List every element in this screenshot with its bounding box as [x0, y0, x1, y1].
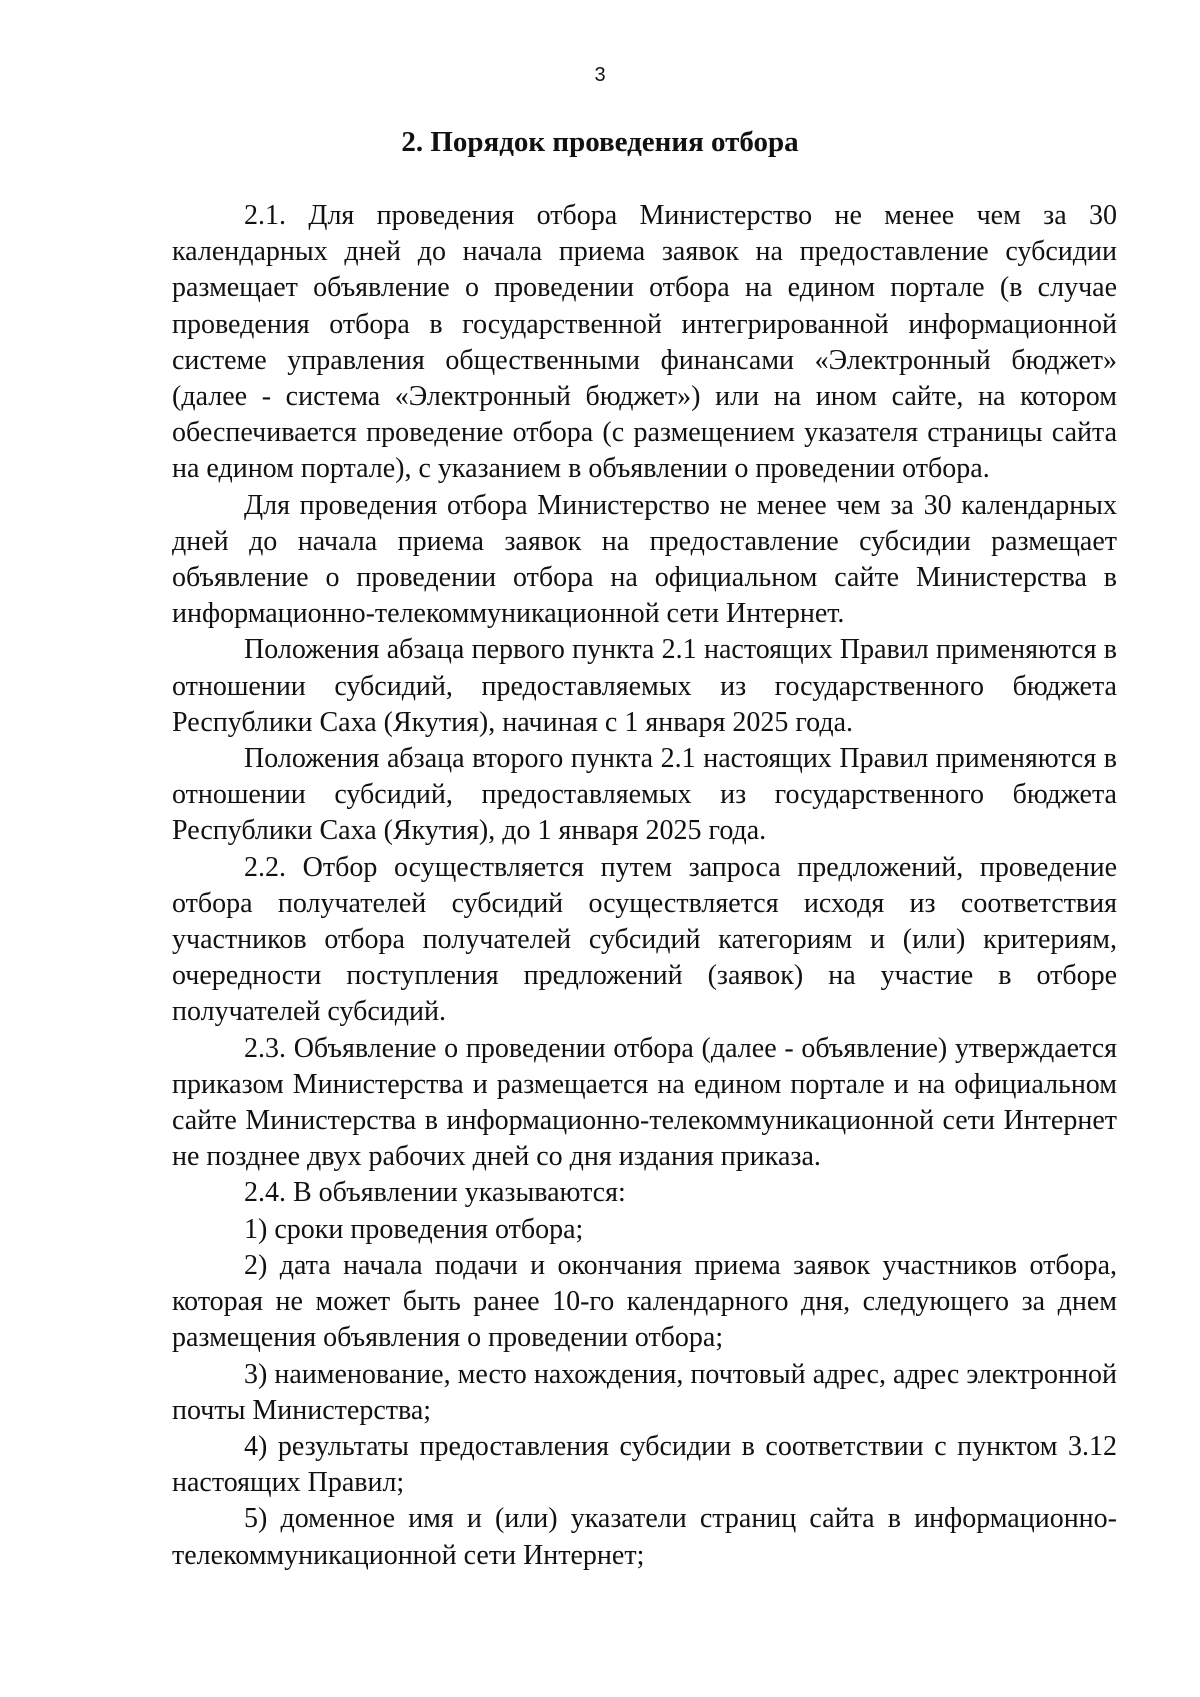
paragraph-2-1-second-provision: Положения абзаца второго пункта 2.1 настоящих Правил применяются в отношении субсидий, предоставляемых из государственного бюджета Республики Саха (Якутия), до 1 января 2025 года. [172, 743, 1117, 847]
list-item-2: 2) дата начала подачи и окончания приема заявок участников отбора, которая не может быть ранее 10-го календарного дня, следующего за днем размещения объявления о проведении отбора; [172, 1249, 1117, 1354]
paragraph-2-1-first-provision: Положения абзаца первого пункта 2.1 настоящих Правил применяются в отношении субсидий, предоставляемых из государственного бюджета Республики Саха (Якутия), начиная с 1 января 2025 года. [172, 634, 1117, 738]
list-item-3: 3) наименование, место нахождения, почтовый адрес, адрес электронной почты Министерства; [172, 1358, 1117, 1426]
list-item-5: 5) доменное имя и (или) указатели страниц сайта в информационно-телекоммуникационной сети Интернет; [172, 1503, 1117, 1571]
section-heading: 2. Порядок проведения отбора [401, 126, 799, 158]
page-number: 3 [594, 64, 606, 86]
paragraph-2-3: 2.3. Объявление о проведении отбора (далее - объявление) утверждается приказом Министерства и размещается на едином портале и на официальном сайте Министерства в информационно-телекоммуникационной сети Интернет не позднее двух рабочих дней со дня издания приказа. [172, 1032, 1117, 1173]
paragraph-2-1-official-site: Для проведения отбора Министерство не менее чем за 30 календарных дней до начала приема заявок на предоставление субсидии размещает объявление о проведении отбора на официальном сайте Министерства в информационно-телекоммуникационной сети Интернет. [172, 489, 1117, 630]
paragraph-2-2: 2.2. Отбор осуществляется путем запроса предложений, проведение отбора получателей субсидий осуществляется исходя из соответствия участников отбора получателей субсидий категориям и (или) критериям, очередности поступления предложений (заявок) на участие в отборе получателей субсидий. [172, 851, 1117, 1028]
paragraph-2-4: 2.4. В объявлении указываются: [244, 1177, 626, 1209]
paragraph-2-1: 2.1. Для проведения отбора Министерство не менее чем за 30 календарных дней до начала приема заявок на предоставление субсидии размещает объявление о проведении отбора на едином портале (в случае проведения отбора в государственной интегрированной информационной системе управления общественными финансами «Электронный бюджет» (далее - система «Электронный бюджет») или на ином сайте, на котором обеспечивается проведение отбора (с размещением указателя страницы сайта на едином портале), с указанием в объявлении о проведении отбора. [172, 200, 1117, 485]
list-item-4: 4) результаты предоставления субсидии в соответствии с пунктом 3.12 настоящих Правил; [172, 1430, 1117, 1499]
document-body [172, 198, 1117, 1574]
list-item-1: 1) сроки проведения отбора; [244, 1213, 584, 1245]
